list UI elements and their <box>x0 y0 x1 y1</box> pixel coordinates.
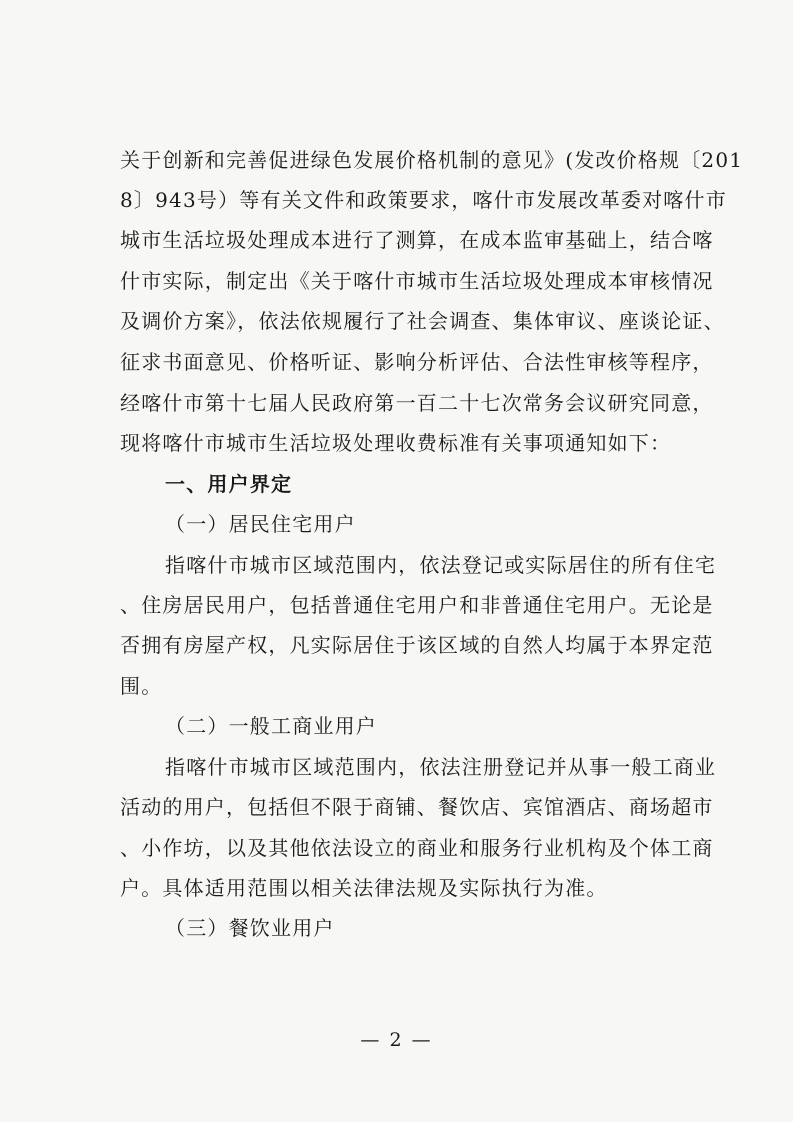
body-line-11: 指喀什市城市区域范围内，依法登记或实际居住的所有住宅 <box>165 553 717 577</box>
body-line-14: 围。 <box>120 674 163 698</box>
subsection-heading-2: （二）一般工商业用户 <box>165 714 377 738</box>
body-line-12: 、住房居民用户，包括普通住宅用户和非普通住宅用户。无论是 <box>120 593 714 617</box>
body-line-17: 活动的用户，包括但不限于商铺、餐饮店、宾馆酒店、商场超市 <box>120 795 714 819</box>
page-number: — 2 — <box>360 1029 433 1051</box>
body-line-4: 什市实际，制定出《关于喀什市城市生活垃圾处理成本审核情况 <box>120 269 714 293</box>
body-line-18: 、小作坊，以及其他依法设立的商业和服务行业机构及个体工商 <box>120 836 714 860</box>
body-line-2: 8〕943号）等有关文件和政策要求，喀什市发展改革委对喀什市 <box>120 188 727 212</box>
section-heading: 一、用户界定 <box>165 472 293 496</box>
body-line-1: 关于创新和完善促进绿色发展价格机制的意见》(发改价格规〔201 <box>120 148 744 172</box>
body-line-6: 征求书面意见、价格听证、影响分析评估、合法性审核等程序， <box>120 350 714 374</box>
body-line-19: 户。具体适用范围以相关法律法规及实际执行为准。 <box>120 876 608 900</box>
body-line-7: 经喀什市第十七届人民政府第一百二十七次常务会议研究同意， <box>120 391 714 415</box>
body-line-16: 指喀什市城市区域范围内，依法注册登记并从事一般工商业 <box>165 755 717 779</box>
body-line-3: 城市生活垃圾处理成本进行了测算，在成本监审基础上，结合喀 <box>120 228 714 252</box>
subsection-heading-3: （三）餐饮业用户 <box>165 916 335 940</box>
subsection-heading-1: （一）居民住宅用户 <box>165 512 356 536</box>
body-line-8: 现将喀什市城市生活垃圾处理收费标准有关事项通知如下： <box>120 431 672 455</box>
body-line-13: 否拥有房屋产权，凡实际居住于该区域的自然人均属于本界定范 <box>120 633 714 657</box>
body-line-5: 及调价方案》，依法依规履行了社会调查、集体审议、座谈论证、 <box>120 309 725 333</box>
